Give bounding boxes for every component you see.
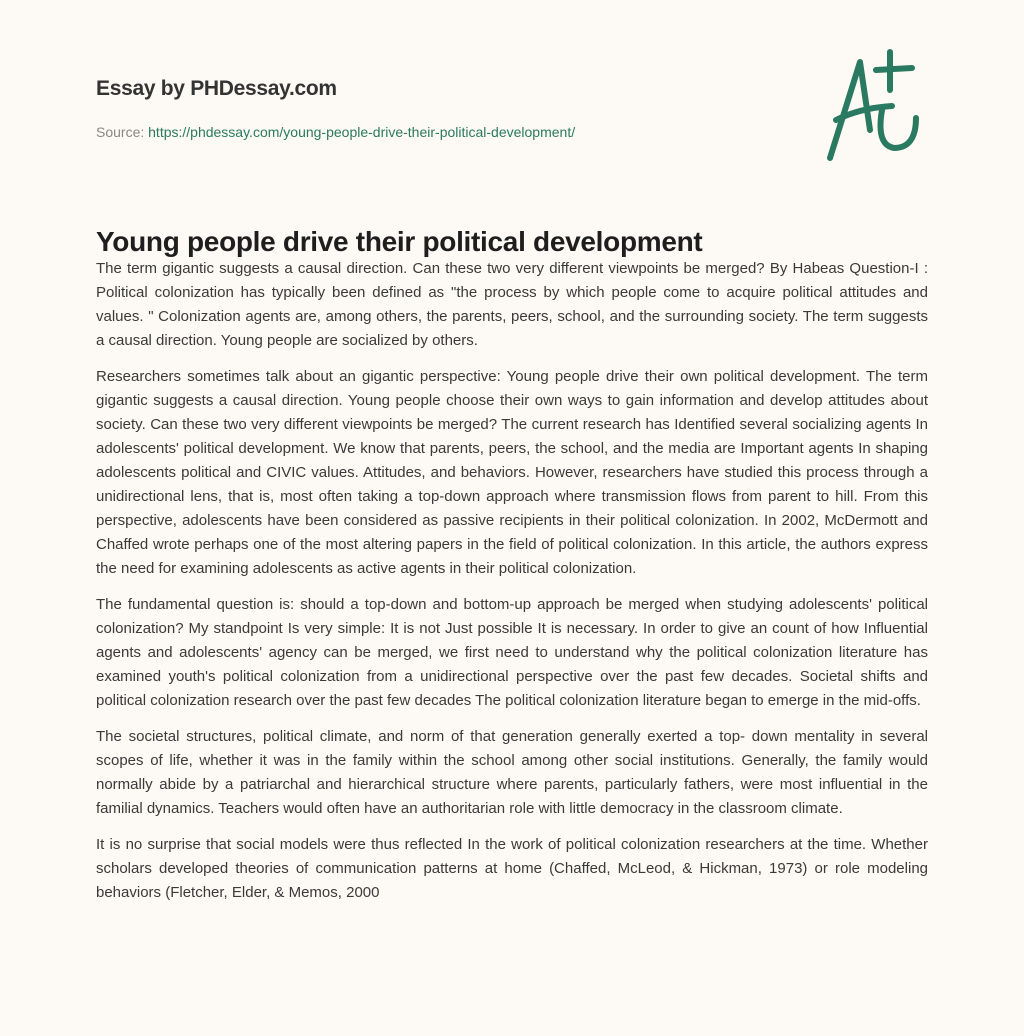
site-brand: Essay by PHDessay.com (96, 77, 337, 100)
paragraph: The societal structures, political climate, and norm of that generation generally exerted a top- down mentality in several scopes of life, whether it was in the family within the school among other social institutions. Generally, the family would normally abide by a patriarchal and hierarchical structure where parents, particularly fathers, were most influential in the familial dynamics. Teachers would often have an authoritarian role with little democracy in the classroom climate. (96, 728, 928, 817)
source-link[interactable]: https://phdessay.com/young-people-drive-their-political-development/ (148, 124, 576, 140)
paragraph: The fundamental question is: should a top-down and bottom-up approach be merged when studying adolescents' political colonization? My standpoint Is very simple: It is not Just possible It is necessary. In order to give an count of how Influential agents and adolescents' agency can be merged, we first need to understand why the political colonization literature has examined youth's political colonization from a unidirectional perspective over the past few decades. Societal shifts and political colonization research over the past few decades The political colonization literature began to emerge in the mid-offs. (96, 596, 928, 709)
paragraph: The term gigantic suggests a causal direction. Can these two very different viewpoints be merged? By Habeas Question-I : Political colonization has typically been defined as "the process by which people come to acquire political attitudes and values. " Colonization agents are, among others, the parents, peers, school, and the surrounding society. The term suggests a causal direction. Young people are socialized by others. (96, 260, 928, 349)
paragraph: It is no surprise that social models were thus reflected In the work of political colonization researchers at the time. Whether scholars developed theories of communication patterns at home (Chaffed, McLeod, & Hickman, 1973) or role modeling behaviors (Fletcher, Elder, & Memos, 2000 (96, 836, 928, 901)
paragraph: Researchers sometimes talk about an gigantic perspective: Young people drive their own political development. The term gigantic suggests a causal direction. Young people choose their own ways to gain information and develop attitudes about society. Can these two very different viewpoints be merged? The current research has Identified several socializing agents In adolescents' political development. We know that parents, peers, the school, and the media are Important agents In shaping adolescents political and CIVIC values. Attitudes, and behaviors. However, researchers have studied this process through a unidirectional lens, that is, most often taking a top-down approach where transmission flows from parent to hill. From this perspective, adolescents have been considered as passive recipients in their political colonization. In 2002, McDermott and Chaffed wrote perhaps one of the most altering papers in the field of political colonization. In this article, the authors express the need for examining adolescents as active agents in their political colonization. (96, 368, 928, 577)
a-plus-logo-icon (820, 40, 930, 165)
source-line (96, 124, 575, 140)
article-body (96, 257, 928, 917)
article-title: Young people drive their political development (96, 226, 703, 257)
source-label: Source: (96, 124, 149, 140)
